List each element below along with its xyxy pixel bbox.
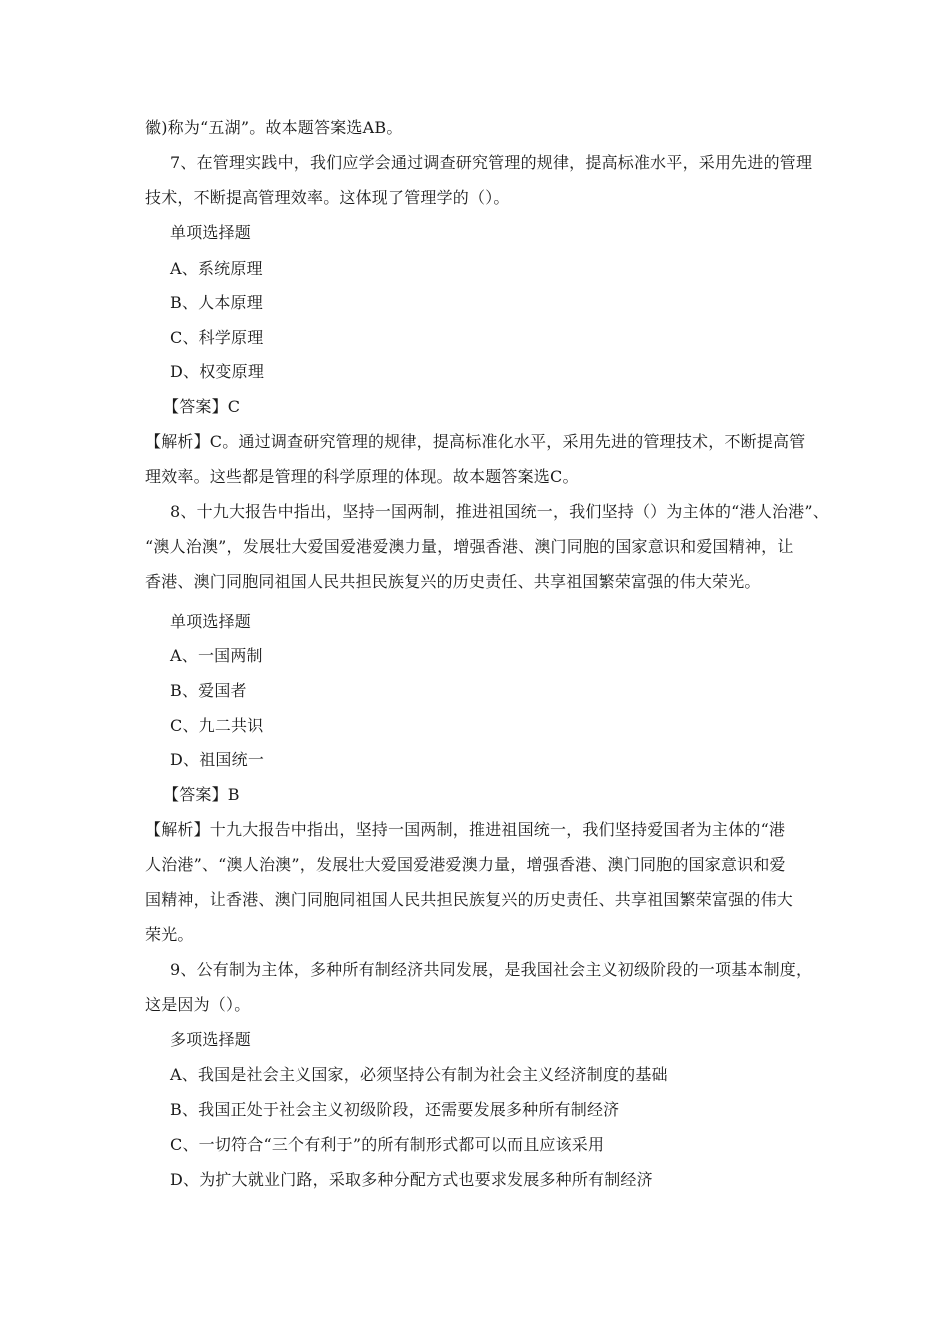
option-a: A、我国是社会主义国家，必须坚持公有制为社会主义经济制度的基础 [170, 1065, 668, 1084]
option-d: D、为扩大就业门路，采取多种分配方式也要求发展多种所有制经济 [170, 1170, 653, 1189]
option-c: C、科学原理 [170, 328, 264, 347]
question-8-text: 8、十九大报告中指出，坚持一国两制，推进祖国统一，我们坚持（）为主体的“港人治港”、 [170, 502, 829, 521]
explanation: 国精神，让香港、澳门同胞同祖国人民共担民族复兴的历史责任、共享祖国繁荣富强的伟大 [145, 890, 794, 909]
option-c: C、一切符合“三个有利于”的所有制形式都可以而且应该采用 [170, 1135, 605, 1154]
question-type: 单项选择题 [170, 612, 252, 631]
explanation: 理效率。这些都是管理的科学原理的体现。故本题答案选C。 [145, 467, 579, 486]
question-type: 单项选择题 [170, 223, 252, 242]
option-b: B、人本原理 [170, 293, 263, 312]
question-7-text: 技术，不断提高管理效率。这体现了管理学的（）。 [145, 188, 510, 207]
explanation: 【解析】十九大报告中指出，坚持一国两制，推进祖国统一，我们坚持爱国者为主体的“港 [145, 820, 786, 839]
explanation: 人治港”、“澳人治澳”，发展壮大爱国爱港爱澳力量，增强香港、澳门同胞的国家意识和爱 [145, 855, 786, 874]
question-8-text: “澳人治澳”，发展壮大爱国爱港爱澳力量，增强香港、澳门同胞的国家意识和爱国精神，让 [145, 537, 794, 556]
option-c: C、九二共识 [170, 716, 264, 735]
answer: 【答案】C [163, 397, 241, 416]
explanation: 【解析】C。通过调查研究管理的规律，提高标准化水平，采用先进的管理技术，不断提高管 [145, 432, 806, 451]
option-a: A、系统原理 [170, 259, 263, 278]
option-d: D、权变原理 [170, 362, 265, 381]
option-b: B、我国正处于社会主义初级阶段，还需要发展多种所有制经济 [170, 1100, 620, 1119]
text-line: 徽)称为“五湖”。故本题答案选AB。 [145, 118, 403, 137]
option-d: D、祖国统一 [170, 750, 265, 769]
question-7-text: 7、在管理实践中，我们应学会通过调查研究管理的规律，提高标准水平，采用先进的管理 [170, 153, 813, 172]
question-9-text: 9、公有制为主体，多种所有制经济共同发展，是我国社会主义初级阶段的一项基本制度， [170, 960, 813, 979]
question-type: 多项选择题 [170, 1030, 252, 1049]
question-8-text: 香港、澳门同胞同祖国人民共担民族复兴的历史责任、共享祖国繁荣富强的伟大荣光。 [145, 572, 761, 591]
option-b: B、爱国者 [170, 681, 247, 700]
option-a: A、一国两制 [170, 646, 263, 665]
question-9-text: 这是因为（）。 [145, 995, 251, 1014]
answer: 【答案】B [163, 785, 240, 804]
explanation: 荣光。 [145, 925, 194, 944]
